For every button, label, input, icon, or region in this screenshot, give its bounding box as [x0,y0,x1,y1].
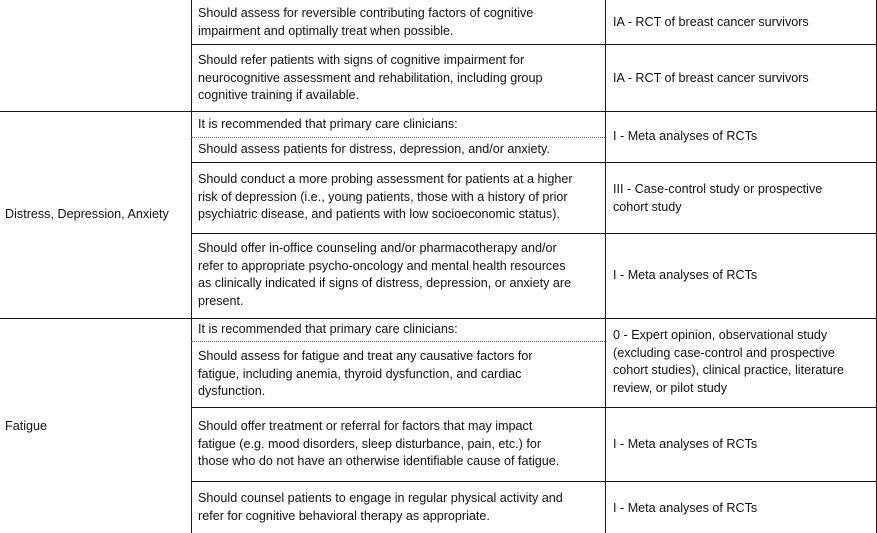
recommendation-line: Should assess for reversible contributing factors of cognitive [198,6,534,20]
row-divider [191,44,877,45]
recommendation-cell [198,171,573,224]
category-label: Distress, Depression, Anxiety [5,207,169,221]
evidence-cell [613,70,809,88]
evidence-line: I - Meta analyses of RCTs [613,129,758,143]
section-divider [0,111,877,112]
intro-text: It is recommended that primary care clinicians: [198,322,458,336]
evidence-line: review, or pilot study [613,380,728,395]
evidence-line: 0 - Expert opinion, observational study [613,328,828,342]
recommendation-line: Should assess patients for distress, depression, and/or anxiety. [198,142,550,156]
intro-divider [191,341,605,342]
recommendation-cell [198,141,550,159]
evidence-line: I - Meta analyses of RCTs [613,268,758,282]
recommendation-line: Should offer treatment or referral for factors that may impact [198,419,533,433]
recommendation-line: dysfunction. [198,384,266,399]
evidence-cell [613,436,757,454]
recommendation-cell [198,418,559,471]
recommendation-cell [198,240,571,310]
evidence-cell [613,267,757,285]
recommendation-cell [198,52,542,105]
recommendation-line: Should refer patients with signs of cognitive impairment for [198,53,525,67]
recommendation-line: those who do not have an otherwise identifiable cause of fatigue. [198,454,560,469]
recommendation-line: Should offer in-office counseling and/or pharmacotherapy and/or [198,241,557,255]
intro-text: It is recommended that primary care clinicians: [198,117,458,131]
recommendation-line: risk of depression (i.e., young patients, those with a history of prior [198,189,568,204]
recommendation-line: as clinically indicated if signs of distress, depression, or anxiety are [198,276,572,291]
recommendation-line: neurocognitive assessment and rehabilitation, including group [198,70,543,85]
recommendation-line: fatigue (e.g. mood disorders, sleep disturbance, pain, etc.) for [198,436,542,451]
recommendation-line: psychiatric disease, and patients with low socioeconomic status). [198,207,560,222]
recommendation-line: Should assess for fatigue and treat any causative factors for [198,349,533,363]
evidence-line: (excluding case-control and prospective [613,345,835,360]
recommendation-line: refer to appropriate psycho-oncology and mental health resources [198,258,566,273]
evidence-line: III - Case-control study or prospective [613,182,823,196]
recommendation-cell [198,490,563,525]
row-divider [191,407,877,408]
evidence-cell [613,14,809,32]
evidence-line: cohort studies), clinical practice, literature [613,363,844,378]
intro-divider [191,137,605,138]
evidence-line: IA - RCT of breast cancer survivors [613,71,809,85]
evidence-cell [613,181,822,216]
evidence-line: cohort study [613,199,682,214]
row-divider [191,162,877,163]
recommendation-line: impairment and optimally treat when possible. [198,23,454,38]
recommendation-cell [198,5,533,40]
recommendation-cell [198,348,533,401]
evidence-cell [613,500,757,518]
column-divider [191,0,192,533]
recommendation-line: fatigue, including anemia, thyroid dysfunction, and cardiac [198,366,522,381]
category-label: Fatigue [5,419,48,433]
column-divider [605,0,606,533]
evidence-cell [613,128,757,146]
recommendation-line: present. [198,293,244,308]
evidence-cell [613,327,844,397]
recommendation-line: Should conduct a more probing assessment for patients at a higher [198,172,573,186]
recommendation-line: Should counsel patients to engage in regular physical activity and [198,491,563,505]
section-divider [0,318,877,319]
recommendation-line: cognitive training if available. [198,88,360,103]
evidence-line: IA - RCT of breast cancer survivors [613,15,809,29]
evidence-line: I - Meta analyses of RCTs [613,437,758,451]
row-divider [191,481,877,482]
row-divider [191,233,877,234]
evidence-line: I - Meta analyses of RCTs [613,501,758,515]
recommendation-line: refer for cognitive behavioral therapy as appropriate. [198,508,490,523]
